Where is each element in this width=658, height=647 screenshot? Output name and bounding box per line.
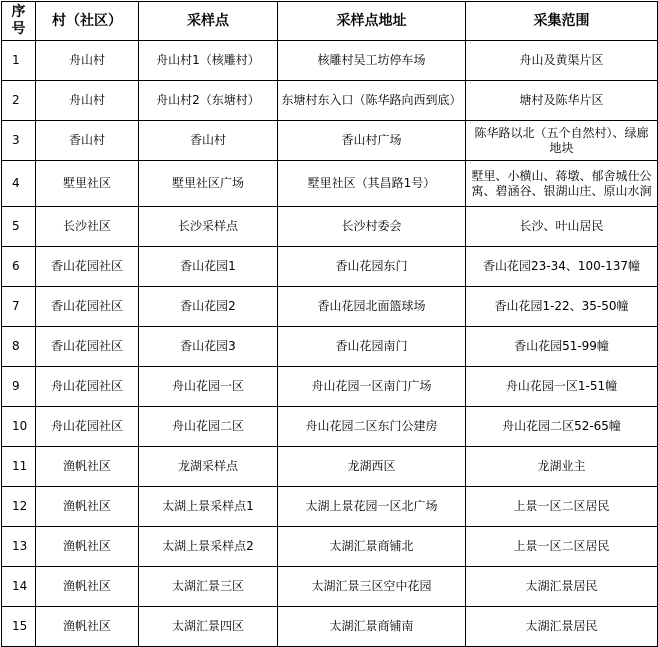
cell-site: 舟山村1（核雕村） (139, 41, 278, 81)
cell-site: 舟山村2（东塘村） (139, 81, 278, 121)
cell-range: 太湖汇景居民 (466, 607, 658, 647)
cell-site: 太湖上景采样点1 (139, 487, 278, 527)
table-row (2, 121, 658, 161)
table-row (2, 487, 658, 527)
table-row (2, 447, 658, 487)
table-row (2, 567, 658, 607)
cell-village: 渔帆社区 (36, 527, 139, 567)
cell-village: 渔帆社区 (36, 447, 139, 487)
cell-address: 龙湖西区 (278, 447, 466, 487)
table-row (2, 367, 658, 407)
cell-village: 墅里社区 (36, 161, 139, 207)
cell-range: 长沙、叶山居民 (466, 207, 658, 247)
cell-village: 香山村 (36, 121, 139, 161)
cell-seq: 4 (2, 161, 36, 207)
table-row (2, 327, 658, 367)
cell-village: 渔帆社区 (36, 567, 139, 607)
table-row (2, 207, 658, 247)
cell-seq: 6 (2, 247, 36, 287)
cell-seq: 13 (2, 527, 36, 567)
header-address: 采样点地址 (278, 2, 466, 41)
cell-village: 香山花园社区 (36, 287, 139, 327)
cell-site: 太湖汇景三区 (139, 567, 278, 607)
header-site: 采样点 (139, 2, 278, 41)
cell-address: 太湖汇景商铺南 (278, 607, 466, 647)
header-seq: 序号 (2, 2, 36, 41)
cell-site: 香山花园1 (139, 247, 278, 287)
header-range: 采集范围 (466, 2, 658, 41)
cell-village: 渔帆社区 (36, 607, 139, 647)
cell-site: 太湖上景采样点2 (139, 527, 278, 567)
cell-address: 太湖上景花园一区北广场 (278, 487, 466, 527)
cell-seq: 2 (2, 81, 36, 121)
cell-site: 舟山花园一区 (139, 367, 278, 407)
cell-address: 核雕村吴工坊停车场 (278, 41, 466, 81)
cell-range: 陈华路以北（五个自然村）、绿廊地块 (466, 121, 658, 161)
cell-address: 太湖汇景商铺北 (278, 527, 466, 567)
cell-site: 舟山花园二区 (139, 407, 278, 447)
cell-seq: 3 (2, 121, 36, 161)
table-row (2, 41, 658, 81)
cell-range: 塘村及陈华片区 (466, 81, 658, 121)
cell-range: 香山花园23-34、100-137幢 (466, 247, 658, 287)
header-village: 村（社区） (36, 2, 139, 41)
cell-range: 上景一区二区居民 (466, 527, 658, 567)
table-row (2, 407, 658, 447)
cell-site: 香山村 (139, 121, 278, 161)
table-row (2, 81, 658, 121)
cell-range: 香山花园51-99幢 (466, 327, 658, 367)
cell-range: 太湖汇景居民 (466, 567, 658, 607)
cell-seq: 12 (2, 487, 36, 527)
cell-address: 香山花园北面篮球场 (278, 287, 466, 327)
cell-address: 香山花园东门 (278, 247, 466, 287)
cell-seq: 10 (2, 407, 36, 447)
cell-address: 舟山花园一区南门广场 (278, 367, 466, 407)
cell-site: 墅里社区广场 (139, 161, 278, 207)
cell-range: 上景一区二区居民 (466, 487, 658, 527)
cell-site: 龙湖采样点 (139, 447, 278, 487)
cell-village: 舟山花园社区 (36, 367, 139, 407)
sampling-sites-table (1, 1, 658, 647)
cell-range: 墅里、小横山、蒋墩、郁舍城仕公寓、碧涵谷、银湖山庄、原山水涧 (466, 161, 658, 207)
cell-village: 长沙社区 (36, 207, 139, 247)
cell-seq: 14 (2, 567, 36, 607)
cell-address: 长沙村委会 (278, 207, 466, 247)
cell-village: 舟山村 (36, 81, 139, 121)
cell-address: 东塘村东入口（陈华路向西到底） (278, 81, 466, 121)
table-body (2, 41, 658, 647)
cell-village: 舟山村 (36, 41, 139, 81)
cell-range: 舟山花园一区1-51幢 (466, 367, 658, 407)
cell-address: 舟山花园二区东门公建房 (278, 407, 466, 447)
cell-seq: 5 (2, 207, 36, 247)
cell-seq: 9 (2, 367, 36, 407)
cell-range: 龙湖业主 (466, 447, 658, 487)
cell-seq: 7 (2, 287, 36, 327)
cell-range: 舟山及黄渠片区 (466, 41, 658, 81)
cell-seq: 1 (2, 41, 36, 81)
cell-seq: 11 (2, 447, 36, 487)
cell-village: 渔帆社区 (36, 487, 139, 527)
table-row (2, 287, 658, 327)
cell-range: 香山花园1-22、35-50幢 (466, 287, 658, 327)
cell-address: 香山村广场 (278, 121, 466, 161)
cell-address: 太湖汇景三区空中花园 (278, 567, 466, 607)
cell-site: 香山花园2 (139, 287, 278, 327)
cell-seq: 15 (2, 607, 36, 647)
table-row (2, 527, 658, 567)
cell-village: 舟山花园社区 (36, 407, 139, 447)
cell-site: 长沙采样点 (139, 207, 278, 247)
table-row (2, 607, 658, 647)
cell-seq: 8 (2, 327, 36, 367)
cell-site: 香山花园3 (139, 327, 278, 367)
cell-address: 墅里社区（其昌路1号） (278, 161, 466, 207)
cell-address: 香山花园南门 (278, 327, 466, 367)
cell-village: 香山花园社区 (36, 247, 139, 287)
cell-range: 舟山花园二区52-65幢 (466, 407, 658, 447)
cell-site: 太湖汇景四区 (139, 607, 278, 647)
table-row (2, 161, 658, 207)
table-row (2, 247, 658, 287)
table-header-row (2, 2, 658, 41)
cell-village: 香山花园社区 (36, 327, 139, 367)
